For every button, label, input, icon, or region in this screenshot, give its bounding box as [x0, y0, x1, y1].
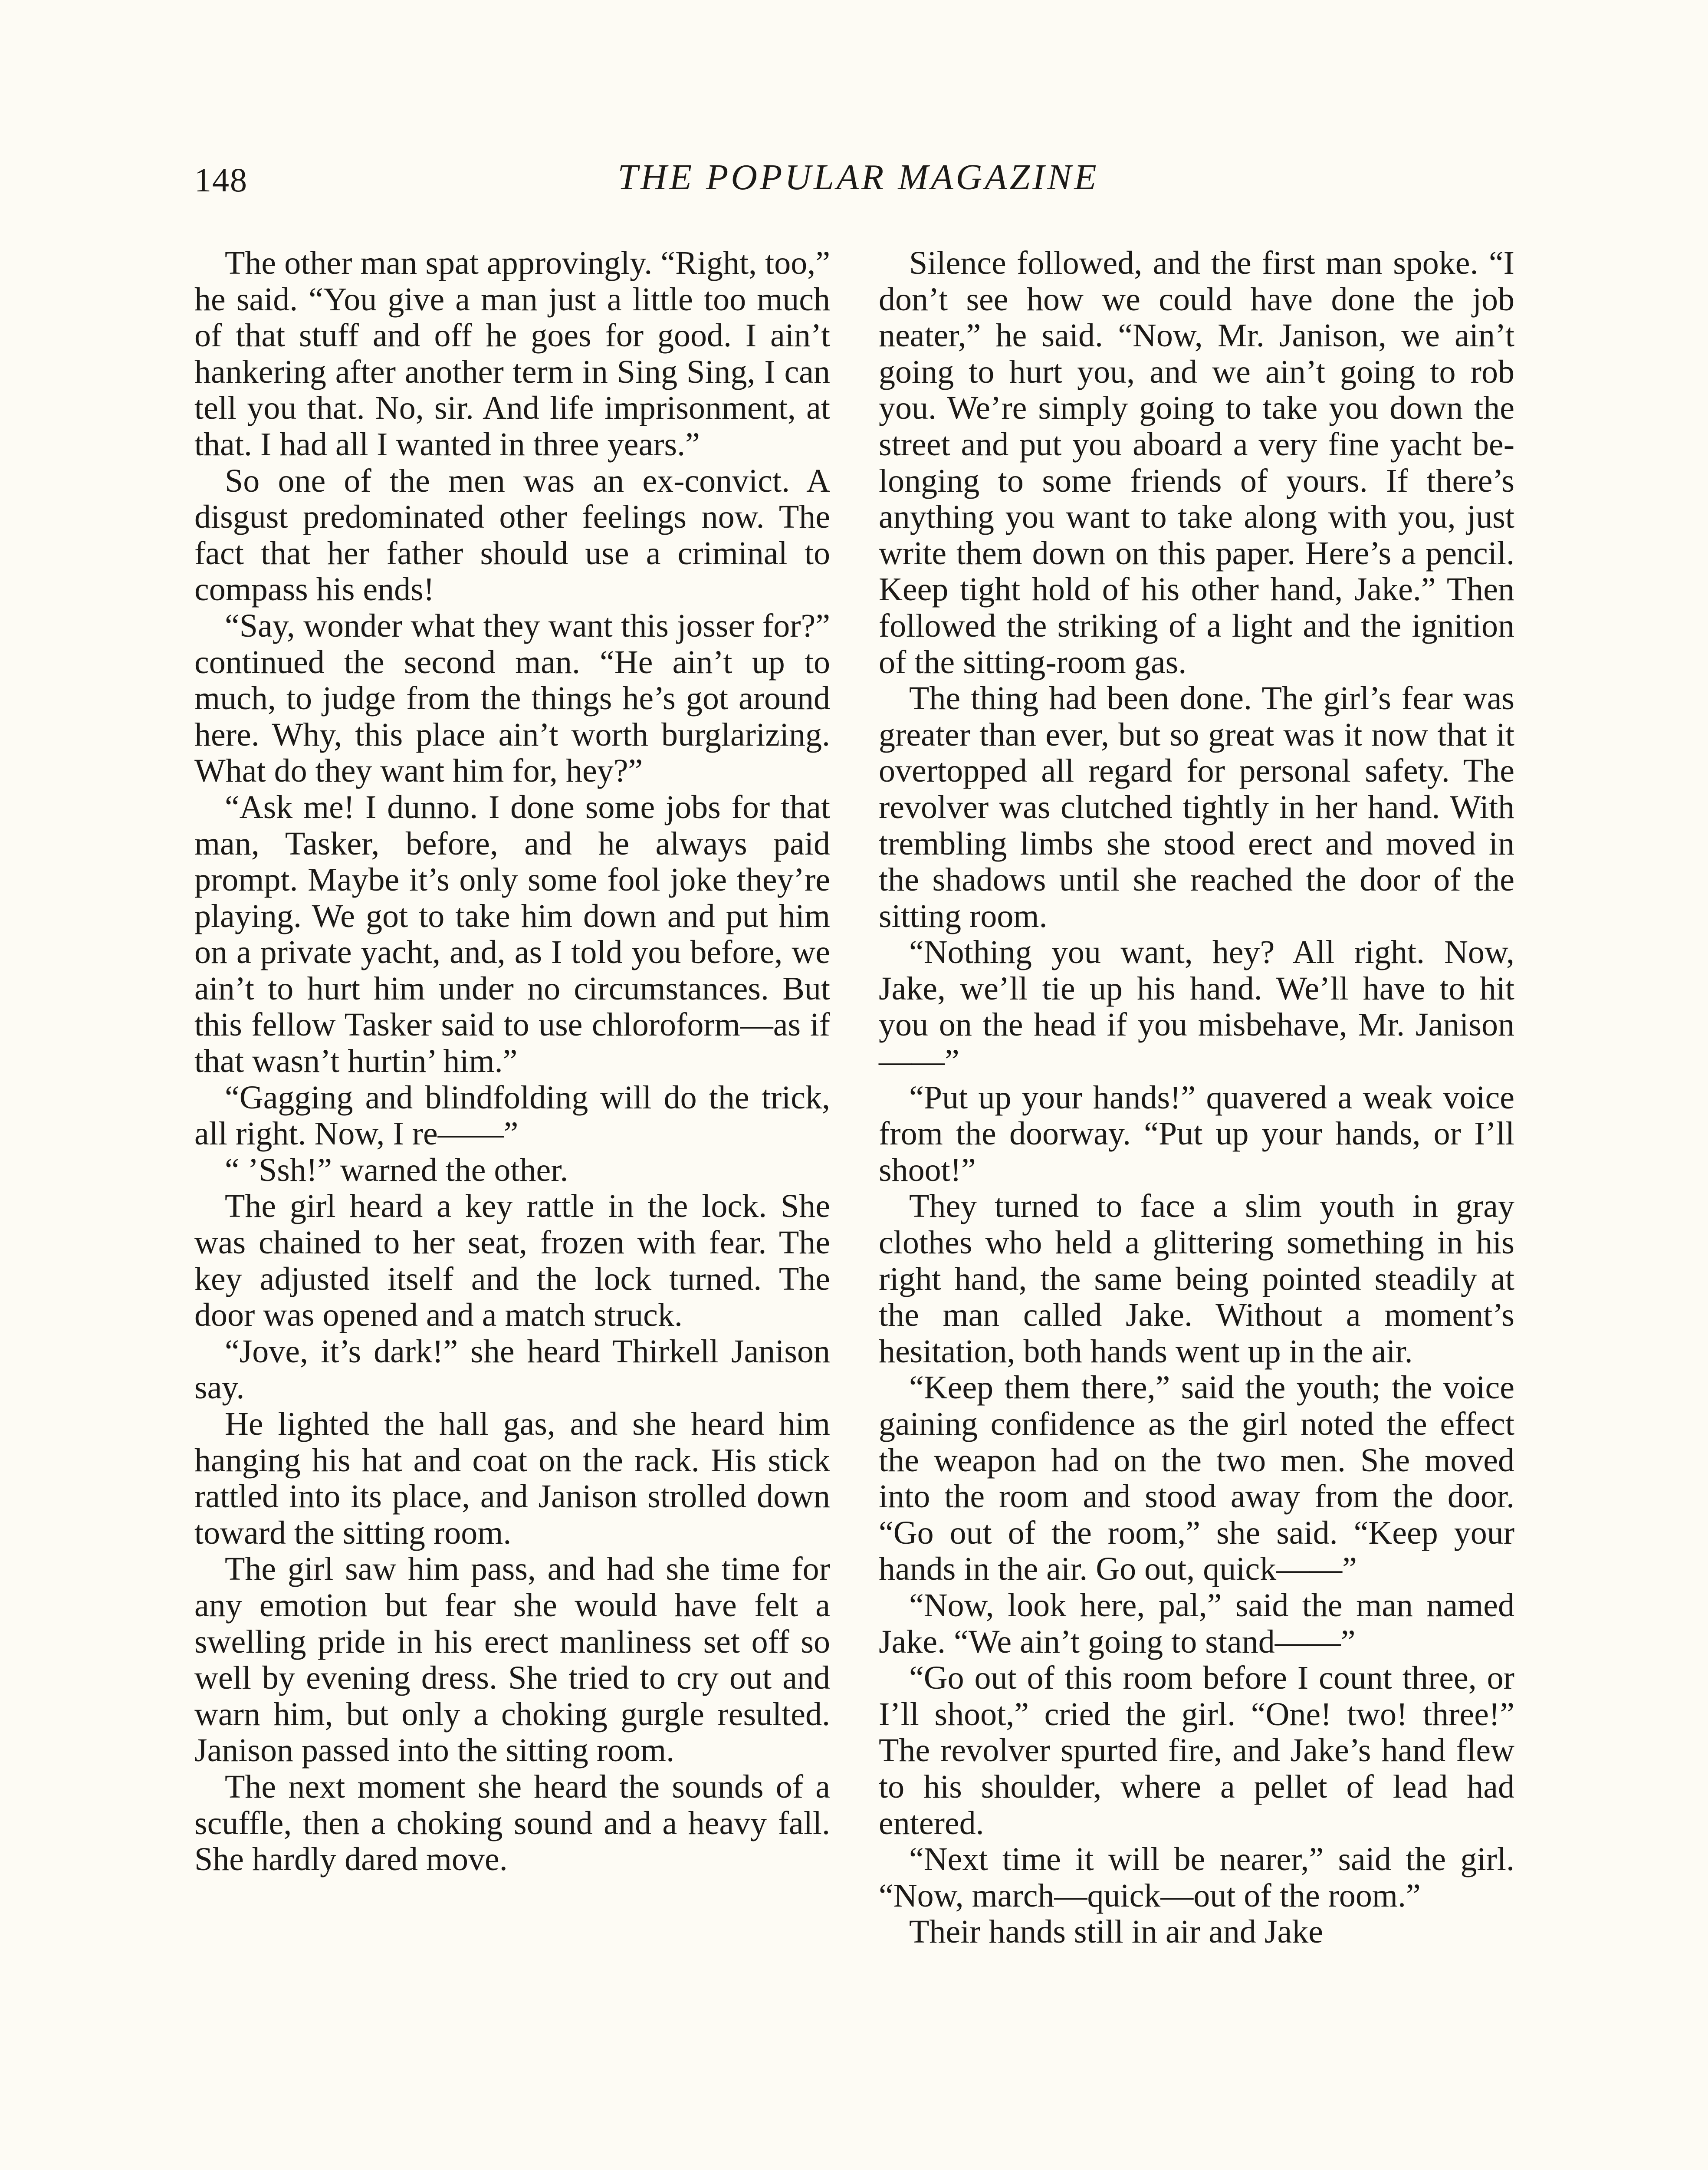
paragraph: “Nothing you want, hey? All right. Now, Jake, we’ll tie up his hand. We’ll have to hit you on the head if you misbehave, Mr. Janison——”: [879, 934, 1514, 1080]
paragraph: “Now, look here, pal,” said the man named Jake. “We ain’t going to stand——”: [879, 1587, 1514, 1660]
paragraph: The girl saw him pass, and had she time for any emotion but fear she would have felt a swelling pride in his erect manliness set off so well by evening dress. She tried to cry out and warn him, but only a choking gurgle resulted. Janison passed into the sitting room.: [194, 1551, 830, 1769]
paragraph: Silence followed, and the first man spoke. “I don’t see how we could have done the job neater,” he said. “Now, Mr. Janison, we ain’t going to hurt you, and we ain’t going to rob you. We’re simply going to take you down the street and put you aboard a very fine yacht belonging to some friends of yours. If there’s anything you want to take along with you, just write them down on this paper. Here’s a pencil. Keep tight hold of his other hand, Jake.” Then followed the striking of a light and the ignition of the sitting-room gas.: [879, 245, 1514, 681]
paragraph: “ ’Ssh!” warned the other.: [225, 1151, 568, 1188]
right-column: [879, 245, 1514, 1950]
running-title: THE POPULAR MAGAZINE: [618, 157, 1099, 197]
page-header: [194, 156, 1522, 213]
paragraph: The thing had been done. The girl’s fear was greater than ever, but so great was it now that it overtopped all regard for personal safety. The revolver was clutched tightly in her hand. With trembling limbs she stood erect and moved in the shadows until she reached the door of the sitting room.: [879, 680, 1514, 934]
paragraph: “Keep them there,” said the youth; the voice gaining confidence as the girl noted the effect the weapon had on the two men. She moved into the room and stood away from the door. “Go out of the room,” she said. “Keep your hands in the air. Go out, quick——”: [879, 1369, 1514, 1588]
paragraph: “Go out of this room before I count three, or I’ll shoot,” cried the girl. “One! two! three!” The revolver spurted fire, and Jake’s hand flew to his shoulder, where a pellet of lead had entered.: [879, 1660, 1514, 1841]
paragraph: “Ask me! I dunno. I done some jobs for that man, Tasker, before, and he always paid prompt. Maybe it’s only some fool joke they’re playing. We got to take him down and put him on a private yacht, and, as I told you before, we ain’t to hurt him under no circumstances. But this fellow Tasker said to use chloroform—as if that wasn’t hurtin’ him.”: [194, 789, 830, 1080]
left-column: [194, 245, 830, 1878]
paragraph: The next moment she heard the sounds of a scuffle, then a choking sound and a heavy fall. She hardly dared move.: [194, 1768, 830, 1878]
paragraph: The other man spat approvingly. “Right, too,” he said. “You give a man just a little too much of that stuff and off he goes for good. I ain’t hankering after another term in Sing Sing, I can tell you that. No, sir. And life imprisonment, at that. I had all I wanted in three years.”: [194, 245, 830, 463]
page-number: 148: [194, 161, 248, 199]
paragraph: Their hands still in air and Jake: [909, 1914, 1323, 1950]
paragraph: “Jove, it’s dark!” she heard Thirkell Janison say.: [194, 1333, 830, 1406]
paragraph: They turned to face a slim youth in gray clothes who held a glittering something in his right hand, the same being pointed steadily at the man called Jake. Without a moment’s hesitation, both hands went up in the air.: [879, 1188, 1514, 1370]
paragraph: “Say, wonder what they want this josser for?” continued the second man. “He ain’t up to much, to judge from the things he’s got around here. Why, this place ain’t worth burglarizing. What do they want him for, hey?”: [194, 607, 830, 789]
paragraph: “Gagging and blindfolding will do the trick, all right. Now, I re——”: [194, 1079, 830, 1152]
paragraph: “Put up your hands!” quavered a weak voice from the doorway. “Put up your hands, or I’ll shoot!”: [879, 1079, 1514, 1188]
paragraph: “Next time it will be nearer,” said the girl. “Now, march—quick—out of the room.”: [879, 1841, 1514, 1914]
paragraph: The girl heard a key rattle in the lock. She was chained to her seat, frozen with fear. The key adjusted itself and the lock turned. The door was opened and a match struck.: [194, 1188, 830, 1334]
paragraph: He lighted the hall gas, and she heard him hanging his hat and coat on the rack. His stick rattled into its place, and Janison strolled down toward the sitting room.: [194, 1406, 830, 1551]
paragraph: So one of the men was an ex-convict. A disgust predominated other feelings now. The fact that her father should use a criminal to compass his ends!: [194, 462, 830, 608]
